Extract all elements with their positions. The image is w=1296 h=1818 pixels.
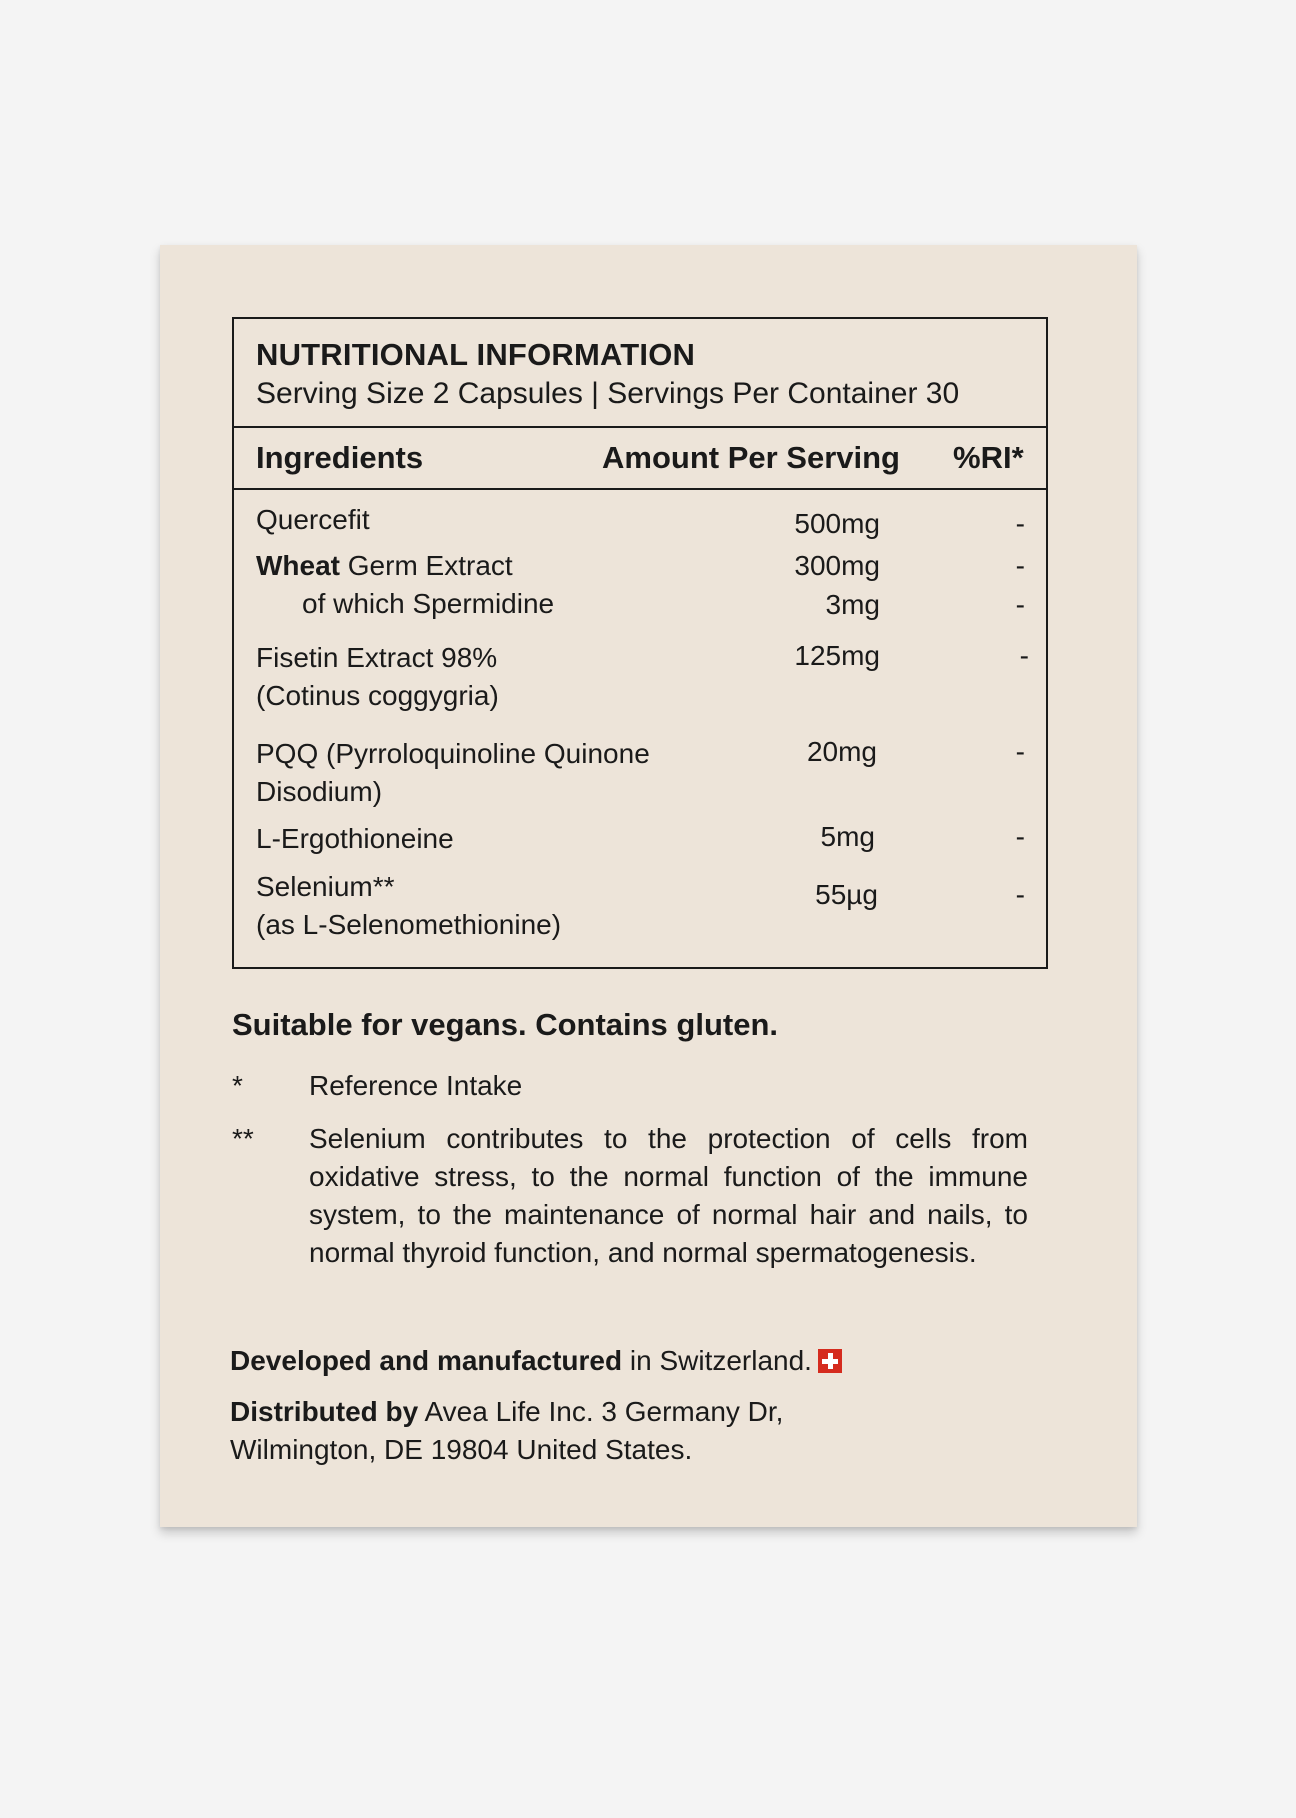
ingredient-amount: 125mg — [794, 640, 880, 671]
ingredient-name: Quercefit — [256, 504, 370, 535]
ingredient-amount: 5mg — [820, 821, 875, 852]
header-ri: %RI* — [953, 440, 1024, 475]
ingredient-name: Fisetin Extract 98% — [256, 642, 498, 673]
ingredient-name — [256, 547, 513, 585]
nutrition-title: NUTRITIONAL INFORMATION — [256, 337, 696, 372]
ingredient-ri: - — [1015, 879, 1025, 910]
ingredient-name: of which Spermidine — [302, 588, 555, 619]
ingredient-ri: - — [1019, 640, 1029, 671]
ingredient-ri: - — [1015, 736, 1025, 767]
swiss-flag-icon — [818, 1349, 842, 1373]
ingredient-name: L-Ergothioneine — [256, 823, 454, 854]
ingredient-amount: 300mg — [794, 550, 880, 581]
ingredient-amount: 3mg — [825, 589, 880, 620]
ingredient-name-sub: Disodium) — [256, 776, 383, 807]
divider — [234, 488, 1046, 490]
ingredient-ri: - — [1015, 821, 1025, 852]
ingredient-ri: - — [1015, 589, 1025, 620]
ingredient-amount: 55µg — [815, 879, 878, 910]
ingredient-name-sub: (as L-Selenomethionine) — [256, 909, 562, 940]
ingredient-amount: 500mg — [794, 508, 880, 539]
serving-info: Serving Size 2 Capsules | Servings Per Container 30 — [256, 377, 960, 410]
divider — [234, 426, 1046, 428]
distributor-address: Avea Life Inc. 3 Germany Dr, — [418, 1396, 784, 1427]
distributor-label: Distributed by — [230, 1396, 419, 1427]
footnote-mark: ** — [232, 1123, 254, 1154]
ingredient-ri: - — [1015, 550, 1025, 581]
manufacture-info — [230, 1342, 842, 1380]
ingredient-name-rest: Germ Extract — [340, 550, 513, 581]
footnote-text: Selenium contributes to the protection of cells from oxidative stress, to the normal function of the immune system, to the maintenance of normal hair and nails, to normal thyroid function, and normal spermatogenesis. — [309, 1123, 1028, 1268]
header-amount: Amount Per Serving — [602, 440, 900, 475]
ingredient-name-sub: (Cotinus coggygria) — [256, 680, 499, 711]
distributor-info — [230, 1393, 783, 1431]
ingredient-ri: - — [1015, 508, 1025, 539]
nutrition-table — [232, 317, 1048, 969]
manufacture-label: Developed and manufactured — [230, 1345, 623, 1376]
vegan-statement: Suitable for vegans. Contains gluten. — [232, 1007, 779, 1042]
ingredient-amount: 20mg — [806, 736, 877, 767]
distributor-address-line2: Wilmington, DE 19804 United States. — [230, 1434, 693, 1465]
header-ingredients: Ingredients — [256, 440, 424, 475]
footnote-mark: * — [232, 1070, 243, 1101]
ingredient-name: PQQ (Pyrroloquinoline Quinone — [256, 738, 650, 769]
ingredient-name: Selenium** — [256, 871, 395, 902]
footnote-text: Reference Intake — [309, 1070, 523, 1101]
ingredient-name-bold: Wheat — [256, 550, 340, 581]
product-label-card — [160, 245, 1137, 1527]
manufacture-location: in Switzerland. — [622, 1345, 812, 1376]
